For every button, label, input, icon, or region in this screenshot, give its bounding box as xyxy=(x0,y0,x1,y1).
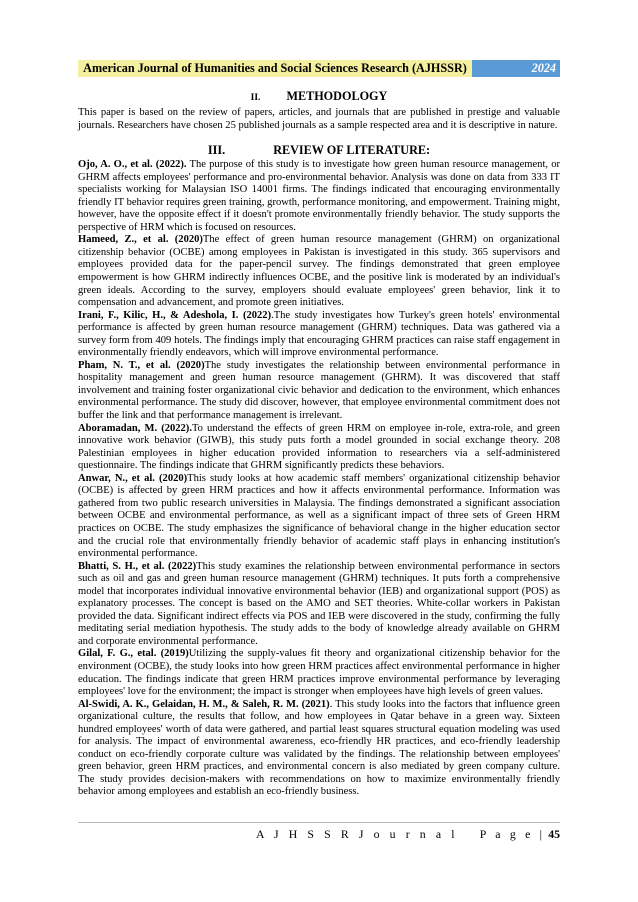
review-title: REVIEW OF LITERATURE: xyxy=(273,143,431,158)
reference-author: Hameed, Z., et al. (2020) xyxy=(78,234,203,246)
reference-summary: To understand the effects of green HRM on employee in-role, extra-role, and green innovative work behavior (GIWB), this study puts forth a model grounded in social exchange theory. 208 Palestinian employees in higher education provided information to researchers via a self-administered questionnaire. The findings indicate that GHRM significantly predicts these behaviors. xyxy=(78,422,561,472)
reference-author: Bhatti, S. H., et al. (2022) xyxy=(78,560,197,572)
reference-author: Irani, F., Kilic, H., & Adeshola, I. (2022) xyxy=(78,309,272,321)
methodology-paragraph: This paper is based on the review of papers, articles, and journals that are published in prestige and valuable journals. Researchers have chosen 25 published journals as a sample respected area and it is descriptive in nature. xyxy=(78,107,560,131)
methodology-heading xyxy=(78,89,560,105)
methodology-number: II. xyxy=(250,93,261,103)
reference-author: Aboramadan, M. (2022). xyxy=(78,422,192,434)
reference-summary: This study looks at how academic staff members' organizational citizenship behavior (OCBE) is affected by green HRM practices and how it affects environmental performance. Information was gathered from two public research universities in Malaysia. The findings demonstrated a significant association between OCBE and environmental performance, as well as a significant impact of three sets of Green HRM practices on OCBE. The study emphasizes the significance of behavioral change in the higher education sector and the crucial role that environmentally friendly behavior of academic staff plays in enhancing institution's environmental performance. xyxy=(78,472,561,560)
reference-summary: The study investigates the relationship between environmental performance in hospitality management and green human resource management (GHRM). It was discovered that staff involvement and training foster organizational civic behavior and dedication to the environment, which enhances environmental performance. The study did discover, however, that employee environmental commitment does not buffer the link and that performance management is irrelevant. xyxy=(78,359,560,422)
review-entry xyxy=(78,648,560,698)
review-heading xyxy=(78,143,560,157)
review-entry xyxy=(78,159,560,234)
review-entry xyxy=(78,423,560,473)
header-journal-title: American Journal of Humanities and Social Sciences Research (AJHSSR) xyxy=(78,60,472,77)
reference-author: Al-Swidi, A. K., Gelaidan, H. M., & Saleh, R. M. (2021) xyxy=(78,698,330,710)
header-year: 2024 xyxy=(472,60,560,77)
review-entry xyxy=(78,360,560,423)
reference-author: Anwar, N., et al. (2020) xyxy=(78,472,188,484)
methodology-title: METHODOLOGY xyxy=(286,89,388,103)
page-label: P a g e | xyxy=(479,827,546,841)
reference-summary: This study examines the relationship between environmental performance in sectors such as oil and gas and green human resource management (GHRM) techniques. It puts forth a comprehensive model that incorporates individual innovative environmental behavior (IEB) and organizational support (POS) as explanatory processes. The concept is based on the AMO and SET theories. White-collar workers in Pakistan provided the data. Significant indirect effects via POS and IEB were discovered in the study, confirming the fully meditating serial mediation hypothesis. The study adds to the body of knowledge already available on GHRM and corporate environmental performance. xyxy=(78,560,560,647)
reference-summary: The purpose of this study is to investigate how green human resource management, or GHRM affects employees' performance and pro-environmental behavior. Analysis was done on data from 333 IT specialists working for Malaysian ISO 14001 firms. The findings indicated that encouraging environmentally friendly IT behavior requires green training, growth, performance monitoring, and empowerment. Training might, however, have the opposite effect if it doesn't promote environmentally friendly behavior. The study supports the perspective of HRM which is focused on resources. xyxy=(78,159,560,233)
review-entry xyxy=(78,473,560,561)
reference-summary: . This study looks into the factors that influence green organizational culture, the results that follow, and how employees in Qatar behave in a green way. Sixteen hundred employees' worth of data were gathered, and partial least squares structural equation modeling was used for analysis. The impact of environmental awareness, eco-friendly HR practices, and eco-friendly leadership conduct on eco-friendly corporate culture was validated by the findings. The relationship between employees' green behavior, green HRM practices, and environmental concern is also mediated by green company culture. The study provides decision-makers with recommendations on how to maximize environmentally friendly behavior among employees and establish an eco-friendly business. xyxy=(78,698,560,798)
review-number: III. xyxy=(207,143,226,158)
review-entry xyxy=(78,310,560,360)
reference-author: Pham, N. T., et al. (2020) xyxy=(78,359,205,371)
footer-divider xyxy=(78,822,560,823)
review-entry xyxy=(78,234,560,309)
page-number xyxy=(480,827,560,841)
page-footer xyxy=(78,827,560,841)
reference-summary: The effect of green human resource management (GHRM) on organizational citizenship behavior (OCBE) among employees in Pakistan is investigated in this study. 365 supervisors and employees provided data for the paper-pencil survey. The findings demonstrated that green employee empowerment is how GHRM indirectly influences OCBE, and the positive link is moderated by an individual's green ideals. According to the survey, employers should evaluate employees' green behavior, link it to compensation and advancement, and promote green initiatives. xyxy=(78,234,560,309)
reference-author: Ojo, A. O., et al. (2022). xyxy=(78,159,187,171)
review-entry xyxy=(78,699,560,799)
reference-summary: .The study investigates how Turkey's green hotels' environmental performance is affected by green human resource management (GHRM) techniques. Data was gathered via a survey form from 409 hotels. The findings imply that encouraging GHRM practices can raise staff engagement in environmentally friendly endeavors, which will improve environmental performance. xyxy=(78,309,560,359)
page-body xyxy=(78,89,560,799)
running-header xyxy=(78,60,560,77)
review-entry xyxy=(78,561,560,649)
reference-author: Gilal, F. G., etal. (2019) xyxy=(78,648,189,660)
page-number-value: 45 xyxy=(548,827,560,841)
footer-journal: A J H S S R J o u r n a l xyxy=(256,827,459,841)
reference-summary: Utilizing the supply-values fit theory and organizational citizenship behavior for the environment (OCBE), the study looks into how green HRM practices affect environmental performance in higher education. The findings indicate that green HRM practices improve environmental performance by leveraging employees' love for the environment; the impact is stronger when employees have high levels of green values. xyxy=(78,648,560,698)
